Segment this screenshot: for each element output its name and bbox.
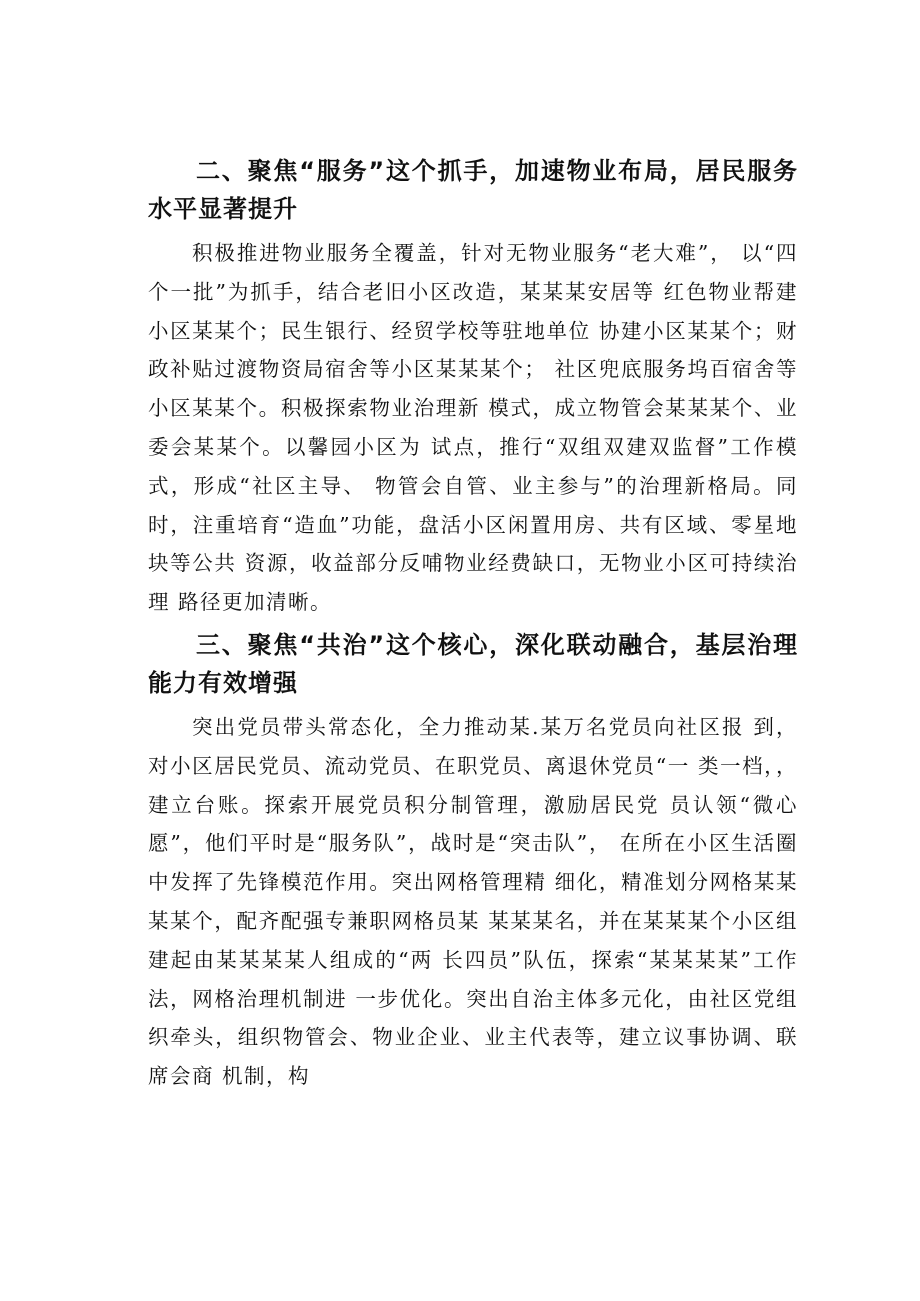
section-heading: 三、聚焦“共治”这个核心，深化联动融合，基层治理能力有效增强 [148, 630, 798, 697]
section-paragraph: 积极推进物业服务全覆盖，针对无物业服务“老大难”， 以“四个一批”为抓手，结合老旧小区改造，某某某安居等 红色物业帮建小区某某个；民生银行、经贸学校等驻地单位 协建小区某某个；财政补贴过渡物资局宿舍等小区某某某个； 社区兜底服务坞百宿舍等小区某某个。积极探索物业治理新 模式，成立物管会某某某个、业委会某某个。以馨园小区为 试点，推行“双组双建双监督”工作模式，形成“社区主导、 物管会自管、业主参与”的治理新格局。同时，注重培育“造血”功能，盘活小区闲置用房、共有区域、零星地块等公共 资源，收益部分反哺物业经费缺口，无物业小区可持续治理 路径更加清晰。 [148, 241, 798, 615]
section-heading: 二、聚焦“服务”这个抓手，加速物业布局，居民服务水平显著提升 [148, 157, 798, 223]
section-paragraph: 突出党员带头常态化，全力推动某.某万名党员向社区报 到，对小区居民党员、流动党员、在职党员、离退休党员“一 类一档，，建立台账。探索开展党员积分制管理，激励居民党 员认领“微心愿”，他们平时是“服务队”，战时是“突击队”， 在所在小区生活圈中发挥了先锋模范作用。突出网格管理精 细化，精准划分网格某某某某个，配齐配强专兼职网格员某 某某某名，并在某某某个小区组建起由某某某某人组成的“两 长四员”队伍，探索“某某某某”工作法，网格治理机制进 一步优化。突出自治主体多元化，由社区党组织牵头，组织物管会、物业企业、业主代表等，建立议事协调、联席会商 机制，构 [148, 714, 798, 1089]
document-body [148, 152, 798, 1096]
